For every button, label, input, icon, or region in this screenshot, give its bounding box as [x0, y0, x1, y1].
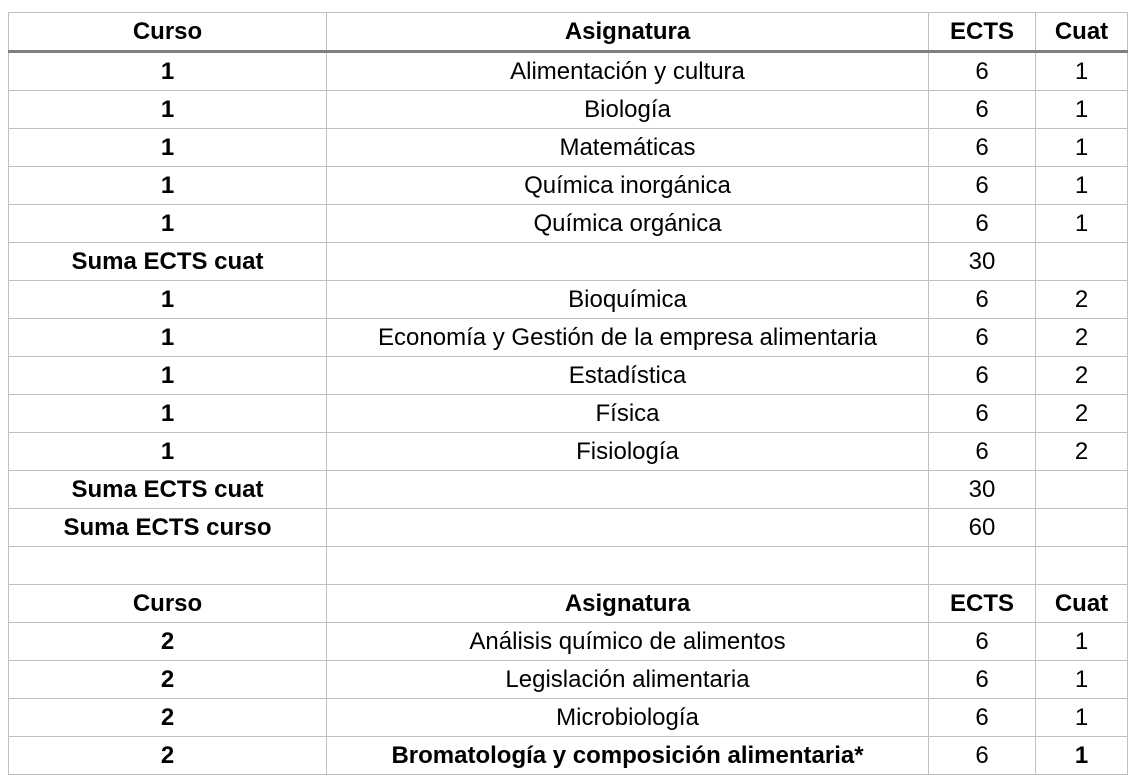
cell-ects: 6 [929, 395, 1036, 433]
cell-ects: 6 [929, 433, 1036, 471]
empty-cell [1036, 547, 1128, 585]
sum-row [9, 243, 1128, 281]
empty-cell [929, 547, 1036, 585]
cell-cuat: 1 [1036, 699, 1128, 737]
empty-cell [1036, 243, 1128, 281]
year-sum-row [9, 509, 1128, 547]
cell-asignatura: Física [327, 395, 929, 433]
course-table [8, 12, 1128, 775]
table-row [9, 699, 1128, 737]
cell-cuat: 1 [1036, 167, 1128, 205]
empty-cell [327, 547, 929, 585]
header-ects: ECTS [929, 13, 1036, 52]
cell-asignatura: Microbiología [327, 699, 929, 737]
cell-asignatura: Química orgánica [327, 205, 929, 243]
cell-ects: 6 [929, 281, 1036, 319]
cell-cuat: 2 [1036, 433, 1128, 471]
table-row [9, 737, 1128, 775]
cell-curso: 1 [9, 91, 327, 129]
year-sum-label: Suma ECTS curso [9, 509, 327, 547]
table-row [9, 167, 1128, 205]
cell-curso: 1 [9, 129, 327, 167]
cell-asignatura: Economía y Gestión de la empresa alimentaria [327, 319, 929, 357]
year-sum-value: 60 [929, 509, 1036, 547]
table-row [9, 395, 1128, 433]
cell-ects: 6 [929, 319, 1036, 357]
cell-curso: 2 [9, 623, 327, 661]
table-row [9, 357, 1128, 395]
table-row [9, 91, 1128, 129]
cell-cuat: 1 [1036, 129, 1128, 167]
cell-curso: 2 [9, 661, 327, 699]
cell-cuat: 2 [1036, 357, 1128, 395]
cell-curso: 1 [9, 357, 327, 395]
cell-ects: 6 [929, 129, 1036, 167]
cell-asignatura: Alimentación y cultura [327, 52, 929, 91]
empty-cell [327, 243, 929, 281]
cell-asignatura: Bioquímica [327, 281, 929, 319]
sum-row [9, 471, 1128, 509]
header-asignatura: Asignatura [327, 13, 929, 52]
cell-cuat: 1 [1036, 52, 1128, 91]
sum-value: 30 [929, 243, 1036, 281]
cell-cuat: 2 [1036, 281, 1128, 319]
cell-ects: 6 [929, 737, 1036, 775]
sum-value: 30 [929, 471, 1036, 509]
cell-cuat: 1 [1036, 205, 1128, 243]
cell-asignatura: Bromatología y composición alimentaria* [327, 737, 929, 775]
cell-curso: 1 [9, 319, 327, 357]
cell-curso: 1 [9, 395, 327, 433]
cell-curso: 2 [9, 699, 327, 737]
cell-ects: 6 [929, 699, 1036, 737]
empty-cell [327, 509, 929, 547]
cell-asignatura: Matemáticas [327, 129, 929, 167]
cell-curso: 1 [9, 205, 327, 243]
header-cuat: Cuat [1036, 585, 1128, 623]
sum-label: Suma ECTS cuat [9, 243, 327, 281]
cell-curso: 1 [9, 52, 327, 91]
cell-cuat: 1 [1036, 737, 1128, 775]
table-row [9, 433, 1128, 471]
table-row [9, 52, 1128, 91]
header-asignatura: Asignatura [327, 585, 929, 623]
cell-cuat: 1 [1036, 91, 1128, 129]
table-row [9, 281, 1128, 319]
empty-cell [9, 547, 327, 585]
table-row [9, 623, 1128, 661]
cell-asignatura: Biología [327, 91, 929, 129]
cell-curso: 1 [9, 281, 327, 319]
header-curso: Curso [9, 585, 327, 623]
cell-asignatura: Estadística [327, 357, 929, 395]
header-ects: ECTS [929, 585, 1036, 623]
cell-cuat: 1 [1036, 661, 1128, 699]
cell-asignatura: Química inorgánica [327, 167, 929, 205]
cell-asignatura: Análisis químico de alimentos [327, 623, 929, 661]
header-row [9, 585, 1128, 623]
header-row [9, 13, 1128, 52]
cell-curso: 1 [9, 433, 327, 471]
cell-cuat: 2 [1036, 395, 1128, 433]
cell-asignatura: Legislación alimentaria [327, 661, 929, 699]
header-cuat: Cuat [1036, 13, 1128, 52]
table-row [9, 129, 1128, 167]
cell-ects: 6 [929, 357, 1036, 395]
sum-label: Suma ECTS cuat [9, 471, 327, 509]
cell-ects: 6 [929, 661, 1036, 699]
cell-ects: 6 [929, 623, 1036, 661]
cell-curso: 2 [9, 737, 327, 775]
cell-asignatura: Fisiología [327, 433, 929, 471]
empty-cell [1036, 509, 1128, 547]
empty-cell [1036, 471, 1128, 509]
table-row [9, 661, 1128, 699]
cell-ects: 6 [929, 167, 1036, 205]
cell-curso: 1 [9, 167, 327, 205]
header-curso: Curso [9, 13, 327, 52]
spacer-row [9, 547, 1128, 585]
cell-ects: 6 [929, 205, 1036, 243]
table-row [9, 205, 1128, 243]
table-row [9, 319, 1128, 357]
cell-ects: 6 [929, 91, 1036, 129]
cell-ects: 6 [929, 52, 1036, 91]
cell-cuat: 1 [1036, 623, 1128, 661]
empty-cell [327, 471, 929, 509]
cell-cuat: 2 [1036, 319, 1128, 357]
